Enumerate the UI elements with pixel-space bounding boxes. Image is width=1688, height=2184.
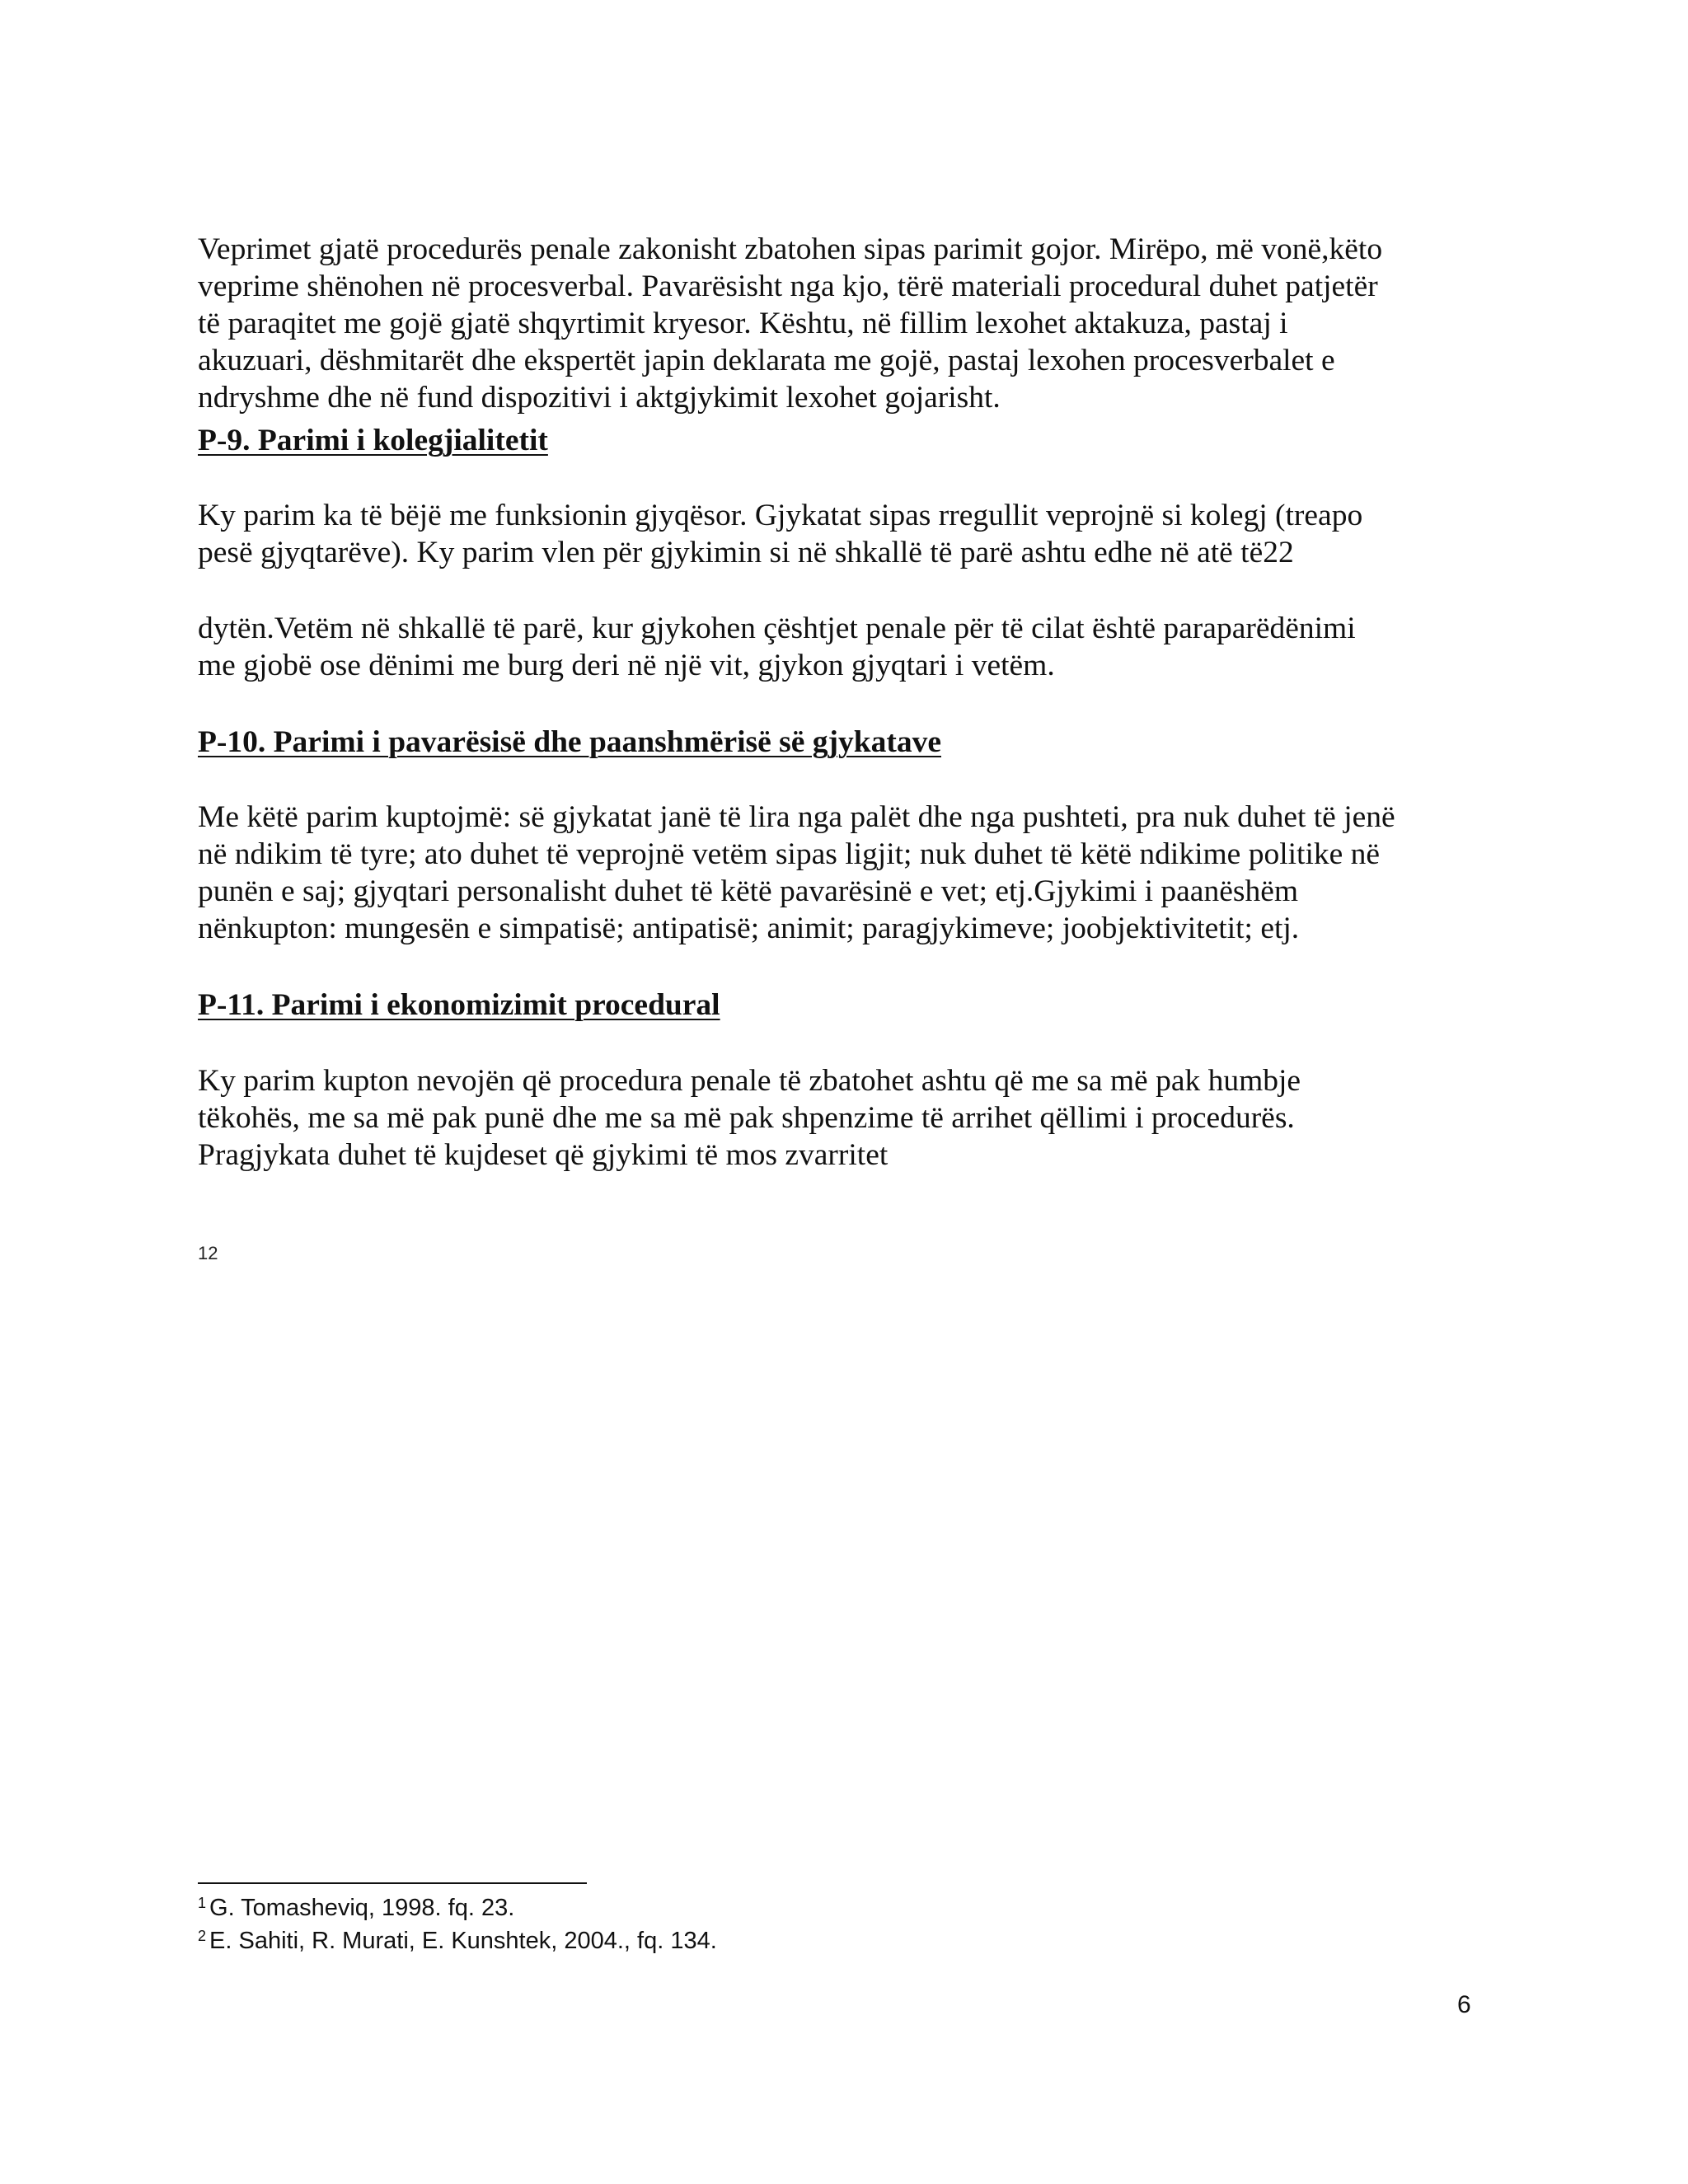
text-line: Ky parim kupton nevojën që procedura penale të zbatohet ashtu që me sa më pak humbje (198, 1064, 1301, 1098)
text-line: tëkohës, me sa më pak punë dhe me sa më pak shpenzime të arrihet qëllimi i procedurës. (198, 1101, 1295, 1135)
text-line: pesë gjyqtarëve). Ky parim vlen për gjykimin si në shkallë të parë ashtu edhe në atë të22 (198, 536, 1294, 569)
footnote-text: G. Tomasheviq, 1998. fq. 23. (209, 1895, 515, 1921)
footnote-mark: 1 (198, 1895, 207, 1911)
text-line: akuzuari, dëshmitarët dhe ekspertët japin deklarata me gojë, pastaj lexohen procesverbalet e (198, 344, 1335, 377)
stray-number: 12 (198, 1243, 218, 1263)
text-line: punën e saj; gjyqtari personalisht duhet të këtë pavarësinë e vet; etj.Gjykimi i paanëshëm (198, 874, 1299, 908)
paragraph-p9-part2 (198, 610, 1533, 684)
text-line: ndryshme dhe në fund dispozitivi i aktgjykimit lexohet gojarisht. (198, 381, 1001, 415)
footnote-text: E. Sahiti, R. Murati, E. Kunshtek, 2004., fq. 134. (209, 1928, 717, 1954)
text-line: të paraqitet me gojë gjatë shqyrtimit kryesor. Kështu, në fillim lexohet aktakuza, pastaj i (198, 307, 1288, 340)
paragraph-p11 (198, 1062, 1533, 1174)
text-line: Ky parim ka të bëjë me funksionin gjyqësor. Gjykatat sipas rregullit veprojnë si kolegj (treapo (198, 499, 1363, 532)
text-line: me gjobë ose dënimi me burg deri në një vit, gjykon gjyqtari i vetëm. (198, 649, 1055, 682)
text-line: Veprimet gjatë procedurës penale zakonisht zbatohen sipas parimit gojor. Mirëpo, më vonë,këto (198, 232, 1383, 266)
footnote-2 (198, 1927, 717, 1955)
heading-p11: P-11. Parimi i ekonomizimit procedural (198, 988, 720, 1022)
text-line: nënkupton: mungesën e simpatisë; antipatisë; animit; paragjykimeve; joobjektivitetit; etj. (198, 912, 1300, 945)
paragraph-p10 (198, 799, 1533, 947)
page-number: 6 (1457, 1991, 1471, 2018)
heading-p10: P-10. Parimi i pavarësisë dhe paanshmërisë së gjykatave (198, 725, 941, 759)
footnote-mark: 2 (198, 1928, 207, 1944)
text-line: dytën.Vetëm në shkallë të parë, kur gjykohen çështjet penale për të cilat është paraparëdënimi (198, 612, 1356, 645)
text-line: Me këtë parim kuptojmë: së gjykatat janë të lira nga palët dhe nga pushteti, pra nuk duhet të jenë (198, 800, 1395, 834)
paragraph-oral-principle (198, 231, 1533, 416)
heading-p9: P-9. Parimi i kolegjialitetit (198, 424, 548, 457)
paragraph-p9-part1 (198, 497, 1533, 571)
footnote-separator (198, 1882, 587, 1884)
footnote-1 (198, 1894, 514, 1922)
text-line: veprime shënohen në procesverbal. Pavarësisht nga kjo, tërë materiali procedural duhet patjetër (198, 269, 1378, 303)
text-line: Pragjykata duhet të kujdeset që gjykimi të mos zvarritet (198, 1138, 889, 1172)
text-line: në ndikim të tyre; ato duhet të veprojnë vetëm sipas ligjit; nuk duhet të këtë ndikime politike në (198, 837, 1381, 871)
